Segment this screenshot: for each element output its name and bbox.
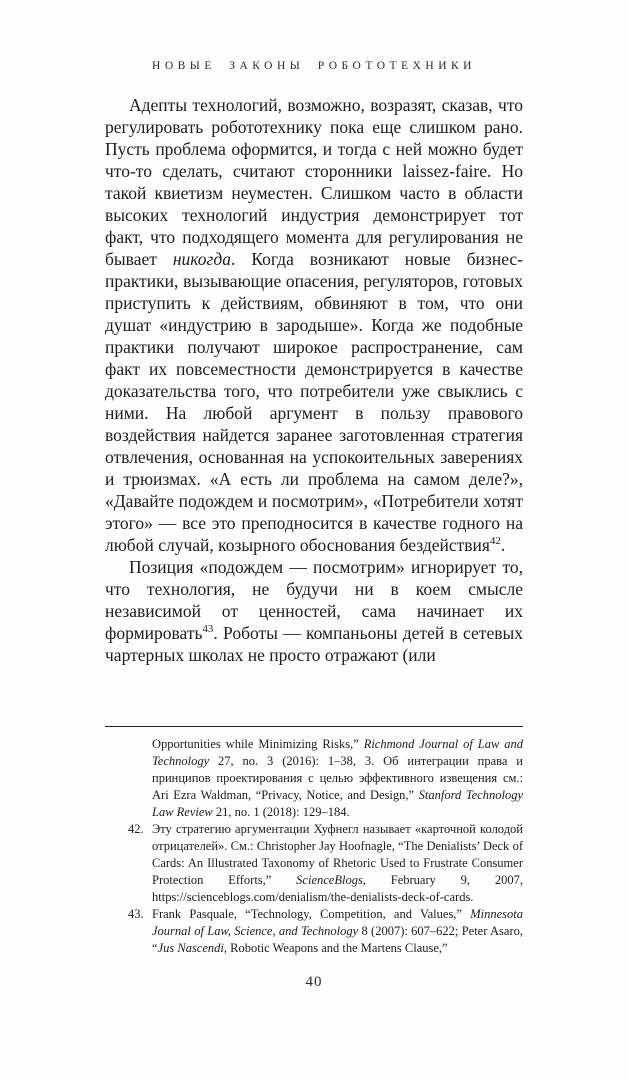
text-segment: Позиция «подождем — посмотрим» игнорирует то, что технология, не будучи ни в коем смысле независимой от ценностей, сама начинает их формировать (105, 557, 523, 643)
footnote-separator (105, 726, 523, 727)
text-segment: Jus Nascendi, (157, 941, 227, 955)
text-segment: Stanford Technology Law Review (152, 788, 523, 819)
running-head: НОВЫЕ ЗАКОНЫ РОБОТОТЕХНИКИ (152, 60, 476, 72)
footnote-number: 43. (128, 907, 144, 921)
text-segment: Robotic Weapons and the Martens Clause,” (227, 941, 448, 955)
text-segment: Richmond Journal of Law and Technology (152, 737, 523, 768)
footnote (128, 736, 523, 821)
footnote-text (152, 821, 523, 906)
text-segment: Frank Pasquale, “Technology, Competition, and Values,” (152, 907, 471, 921)
body-text (105, 94, 523, 666)
text-segment: Эту стратегию аргументации Хуфнегл называет «карточной колодой отрицателей». См.: Christopher Jay Hoofnagle, “The Denialists’ Deck of Cards: An Illustrated Taxonomy of Rhetoric Used to Frustrate Consumer Protection Efforts,” (152, 822, 523, 887)
footnotes (128, 736, 523, 957)
text-segment: Адепты технологий, возможно, возразят, сказав, что регулировать робототехнику пока еще слишком рано. Пусть проблема оформится, и тогда с ней можно будет что-то сделать, считают сторонники laissez-faire. Но такой квиетизм неуместен. Слишком часто в области высоких технологий индустрия демонстрирует тот факт, что подходящего момента для регулирования не бывает (105, 95, 523, 269)
body-paragraph (105, 94, 523, 556)
footnote-text (152, 906, 523, 957)
text-segment: February 9, 2007, https://scienceblogs.com/denialism/the-denialists-deck-of-cards. (152, 873, 523, 904)
text-segment: никогда (172, 249, 231, 269)
text-segment: . (500, 535, 506, 555)
footnote (128, 821, 523, 906)
text-segment: Opportunities while Minimizing Risks,” (152, 737, 364, 751)
text-segment: 43 (202, 623, 214, 636)
text-segment: . Роботы — компаньоны детей в сетевых чартерных школах не просто отражают (или (105, 623, 523, 665)
footnote-number: 42. (128, 822, 144, 836)
text-segment: Minnesota Journal of Law, Science, and Technology (152, 907, 523, 938)
text-segment: 42 (489, 535, 501, 548)
footnote (128, 906, 523, 957)
text-segment: 21, no. 1 (2018): 129–184. (212, 805, 350, 819)
text-segment: 8 (2007): 607–622; Peter Asaro, “ (152, 924, 523, 955)
text-segment: . Когда возникают новые бизнес-практики, вызывающие опасения, регуляторов, готовых приступить к действиям, обвиняют в том, что они душат «индустрию в зародыше». Когда же подобные практики получают широкое распространение, сам факт их повсеместности демонстрируется в качестве доказательства того, что потребители уже свыклись с ними. На любой аргумент в пользу правового воздействия найдется заранее заготовленная стратегия отвлечения, основанная на успокоительных заверениях и трюизмах. «А есть ли проблема на самом деле?», «Давайте подождем и посмотрим», «Потребители хотят этого» — все это преподносится в качестве годного на любой случай, козырного обоснования бездействия (105, 249, 523, 555)
footnote-text (152, 736, 523, 821)
text-segment: ScienceBlogs, (296, 873, 366, 887)
text-segment: 27, no. 3 (2016): 1–38, 3. Об интеграции права и принципов проектирования с целью эффективного извещения см.: Ari Ezra Waldman, “Privacy, Notice, and Design,” (152, 754, 523, 802)
page-number: 40 (305, 974, 323, 990)
body-paragraph (105, 556, 523, 666)
